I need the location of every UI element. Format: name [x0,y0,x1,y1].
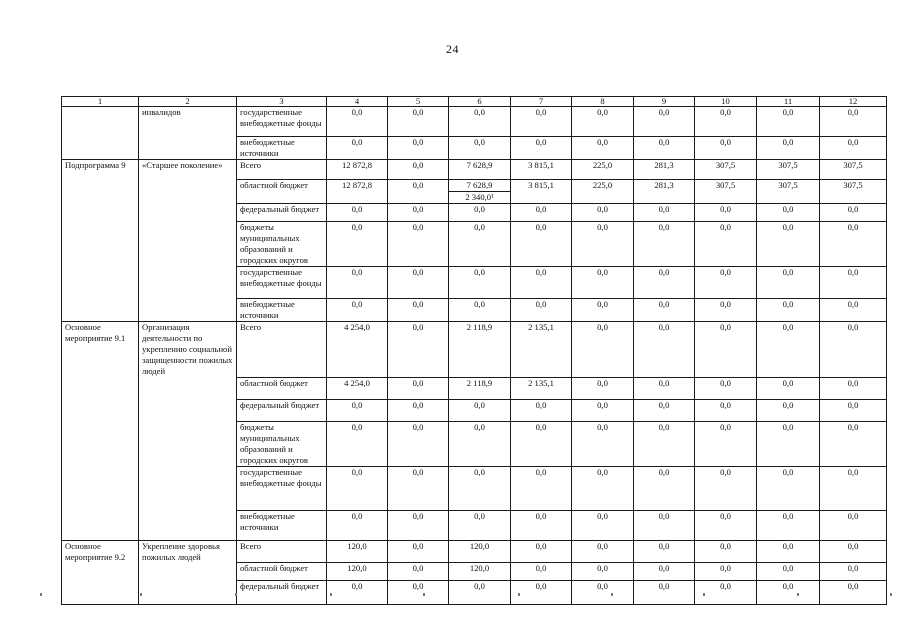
program-cell [62,421,139,466]
value-cell: 0,0 [820,563,887,581]
funding-source-cell: федеральный бюджет [237,399,327,421]
value-cell: 0,0 [327,299,388,322]
value-text: 7 628,9 [466,180,493,190]
value-cell: 0,0 [327,222,388,267]
value-cell: 0,0 [511,563,572,581]
value-cell: 0,0 [388,510,449,540]
title-cell: Укрепление здоровья пожилых людей [139,540,237,563]
funding-source-cell: внебюджетные источники [237,299,327,322]
value-cell: 0,0 [572,466,634,510]
funding-source-cell: Всего [237,322,327,378]
value-cell: 0,0 [820,267,887,299]
value-cell: 0,0 [634,267,695,299]
value-cell: 3 815,1 [511,180,572,204]
title-cell: Организация деятельности по укреплению социальной защищенности пожилых людей [139,322,237,378]
value-cell: 0,0 [757,137,820,160]
value-cell: 0,0 [388,563,449,581]
value-cell: 0,0 [388,267,449,299]
value-cell: 225,0 [572,160,634,180]
table-row [62,510,887,540]
table-row [62,399,887,421]
value-cell: 0,0 [572,222,634,267]
value-cell: 0,0 [572,322,634,378]
value-cell: 0,0 [634,322,695,378]
program-cell [62,267,139,299]
value-cell: 0,0 [695,267,757,299]
value-cell: 0,0 [634,563,695,581]
column-header: 5 [388,97,449,107]
extra-value: 2 340,0¹ [449,191,510,203]
column-header: 7 [511,97,572,107]
column-header: 8 [572,97,634,107]
value-cell: 0,0 [820,399,887,421]
value-cell: 0,0 [634,540,695,563]
value-cell: 0,0 [757,399,820,421]
table-row [62,180,887,204]
value-cell: 0,0 [820,322,887,378]
title-cell [139,563,237,581]
value-cell: 0,0 [695,222,757,267]
value-cell: 0,0 [572,510,634,540]
value-cell: 0,0 [695,510,757,540]
value-cell: 0,0 [695,204,757,222]
value-cell: 0,0 [820,466,887,510]
value-cell: 0,0 [634,137,695,160]
value-cell: 0,0 [695,399,757,421]
value-cell: 307,5 [820,180,887,204]
program-cell [62,510,139,540]
title-cell: инвалидов [139,107,237,137]
funding-source-cell: Всего [237,160,327,180]
value-cell: 0,0 [695,421,757,466]
title-cell [139,180,237,204]
value-cell: 0,0 [388,137,449,160]
title-cell [139,377,237,399]
value-cell: 0,0 [388,399,449,421]
value-cell: 0,0 [757,204,820,222]
title-cell [139,204,237,222]
value-cell: 0,0 [388,204,449,222]
value-cell: 0,0 [327,137,388,160]
table-row [62,540,887,563]
value-cell: 0,0 [695,137,757,160]
value-cell: 307,5 [757,160,820,180]
value-cell: 0,0 [695,377,757,399]
value-cell: 0,0 [388,180,449,204]
value-cell: 0,0 [820,510,887,540]
title-cell [139,267,237,299]
value-cell: 0,0 [820,377,887,399]
value-cell: 0,0 [511,137,572,160]
table-row [62,267,887,299]
column-header: 10 [695,97,757,107]
table-row [62,204,887,222]
value-cell: 0,0 [634,299,695,322]
value-cell: 2 135,1 [511,322,572,378]
funding-source-cell: федеральный бюджет [237,204,327,222]
value-cell: 0,0 [388,160,449,180]
value-cell: 0,0 [449,204,511,222]
value-cell: 0,0 [820,107,887,137]
value-cell: 0,0 [327,267,388,299]
table-row [62,137,887,160]
column-header: 1 [62,97,139,107]
value-cell: 0,0 [449,222,511,267]
table-row [62,322,887,378]
value-cell: 0,0 [757,510,820,540]
value-cell: 0,0 [757,267,820,299]
value-cell: 2 118,9 [449,377,511,399]
value-cell: 0,0 [572,137,634,160]
value-cell: 0,0 [572,299,634,322]
value-cell: 3 815,1 [511,160,572,180]
value-cell: 307,5 [757,180,820,204]
value-cell: 0,0 [327,421,388,466]
value-cell: 0,0 [757,563,820,581]
value-cell: 0,0 [572,540,634,563]
program-cell [62,377,139,399]
value-cell: 0,0 [634,466,695,510]
value-cell: 0,0 [572,377,634,399]
table-row [62,160,887,180]
column-header: 6 [449,97,511,107]
value-cell: 0,0 [757,540,820,563]
value-cell: 0,0 [449,581,511,605]
value-cell: 0,0 [695,581,757,605]
value-cell: 2 118,9 [449,322,511,378]
value-cell: 4 254,0 [327,322,388,378]
value-cell: 307,5 [820,160,887,180]
title-cell [139,222,237,267]
value-cell: 0,0 [511,540,572,563]
value-cell: 0,0 [449,137,511,160]
value-cell: 120,0 [449,563,511,581]
value-cell: 0,0 [820,581,887,605]
value-cell: 225,0 [572,180,634,204]
page-number: 24 [446,42,459,56]
value-cell: 0,0 [327,399,388,421]
column-header: 9 [634,97,695,107]
value-cell: 0,0 [388,322,449,378]
value-cell: 0,0 [757,466,820,510]
value-cell: 0,0 [449,267,511,299]
value-cell: 0,0 [388,299,449,322]
program-cell [62,180,139,204]
value-cell: 0,0 [327,204,388,222]
value-cell: 0,0 [511,299,572,322]
title-cell [139,399,237,421]
value-cell: 0,0 [572,421,634,466]
value-cell: 0,0 [388,107,449,137]
value-cell: 0,0 [327,466,388,510]
funding-source-cell: внебюджетные источники [237,510,327,540]
value-cell: 0,0 [449,421,511,466]
value-cell: 0,0 [757,299,820,322]
value-cell: 0,0 [449,299,511,322]
column-header: 4 [327,97,388,107]
column-header: 11 [757,97,820,107]
value-cell: 0,0 [695,299,757,322]
value-cell: 0,0 [634,399,695,421]
program-cell [62,299,139,322]
budget-table [61,96,887,605]
value-cell: 0,0 [572,399,634,421]
value-cell: 0,0 [388,540,449,563]
value-cell: 12 872,8 [327,180,388,204]
value-cell: 0,0 [634,510,695,540]
value-cell: 0,0 [695,540,757,563]
value-cell: 120,0 [327,563,388,581]
funding-source-cell: государственные внебюджетные фонды [237,267,327,299]
title-cell [139,421,237,466]
value-cell: 0,0 [572,107,634,137]
value-cell: 0,0 [511,107,572,137]
table-body [62,97,887,605]
value-cell: 0,0 [449,510,511,540]
value-cell: 12 872,8 [327,160,388,180]
title-cell [139,137,237,160]
value-cell: 0,0 [634,107,695,137]
value-cell: 307,5 [695,180,757,204]
program-cell [62,222,139,267]
value-cell: 0,0 [572,204,634,222]
value-cell: 281,3 [634,160,695,180]
value-cell: 0,0 [820,137,887,160]
value-cell: 0,0 [634,421,695,466]
value-cell: 0,0 [634,204,695,222]
value-cell: 0,0 [511,510,572,540]
table-row [62,299,887,322]
value-cell: 0,0 [449,466,511,510]
column-header: 3 [237,97,327,107]
funding-source-cell: внебюджетные источники [237,137,327,160]
value-cell: 0,0 [634,377,695,399]
table-row [62,107,887,137]
value-cell: 0,0 [820,222,887,267]
value-cell: 307,5 [695,160,757,180]
value-cell: 0,0 [757,377,820,399]
value-cell: 0,0 [572,581,634,605]
funding-source-cell: бюджеты муниципальных образований и городских округов [237,421,327,466]
value-cell: 0,0 [695,466,757,510]
value-cell: 0,0 [757,107,820,137]
value-cell: 0,0 [388,421,449,466]
funding-source-cell: федеральный бюджет [237,581,327,605]
value-cell: 0,0 [757,222,820,267]
value-cell: 0,0 [695,563,757,581]
column-header: 12 [820,97,887,107]
title-cell [139,466,237,510]
funding-source-cell: государственные внебюджетные фонды [237,466,327,510]
value-cell: 120,0 [449,540,511,563]
value-cell: 0,0 [820,421,887,466]
value-cell: 0,0 [820,299,887,322]
title-cell: «Старшее поколение» [139,160,237,180]
value-cell: 0,0 [511,581,572,605]
value-cell: 0,0 [511,399,572,421]
value-cell: 0,0 [388,466,449,510]
value-cell: 0,0 [695,107,757,137]
program-cell [62,107,139,137]
value-cell: 0,0 [327,581,388,605]
funding-source-cell: бюджеты муниципальных образований и городских округов [237,222,327,267]
program-cell [62,563,139,581]
value-cell: 0,0 [757,421,820,466]
program-cell: Подпрограмма 9 [62,160,139,180]
funding-source-cell: государственные внебюджетные фонды [237,107,327,137]
funding-source-cell: областной бюджет [237,180,327,204]
program-cell [62,137,139,160]
column-number-row [62,97,887,107]
column-header: 2 [139,97,237,107]
value-cell: 0,0 [511,204,572,222]
program-cell [62,399,139,421]
table-row [62,563,887,581]
value-cell: 0,0 [820,540,887,563]
program-cell: Основное мероприятие 9.2 [62,540,139,563]
value-cell: 0,0 [511,421,572,466]
value-cell: 120,0 [327,540,388,563]
value-cell: 0,0 [695,322,757,378]
funding-source-cell: областной бюджет [237,563,327,581]
title-cell [139,299,237,322]
value-cell: 0,0 [511,222,572,267]
table-row [62,466,887,510]
value-cell: 0,0 [449,399,511,421]
value-cell: 0,0 [634,581,695,605]
value-cell: 0,0 [388,222,449,267]
funding-source-cell: Всего [237,540,327,563]
value-cell: 0,0 [757,581,820,605]
program-cell: Основное мероприятие 9.1 [62,322,139,378]
program-cell [62,466,139,510]
value-cell: 7 628,9 [449,160,511,180]
value-cell: 0,0 [572,267,634,299]
value-cell: 0,0 [327,107,388,137]
value-cell: 0,0 [820,204,887,222]
value-cell: 0,0 [634,222,695,267]
table-row [62,421,887,466]
table-row [62,377,887,399]
value-cell: 0,0 [511,267,572,299]
scan-edge-marks [40,593,900,599]
value-cell: 0,0 [327,510,388,540]
value-cell: 0,0 [757,322,820,378]
value-cell: 0,0 [511,466,572,510]
table-row [62,222,887,267]
value-cell: 0,0 [388,581,449,605]
value-cell: 0,0 [449,107,511,137]
value-cell [449,180,511,204]
program-cell [62,204,139,222]
funding-source-cell: областной бюджет [237,377,327,399]
value-cell: 0,0 [388,377,449,399]
value-cell: 4 254,0 [327,377,388,399]
title-cell [139,510,237,540]
value-cell: 2 135,1 [511,377,572,399]
value-cell: 281,3 [634,180,695,204]
value-cell: 0,0 [572,563,634,581]
